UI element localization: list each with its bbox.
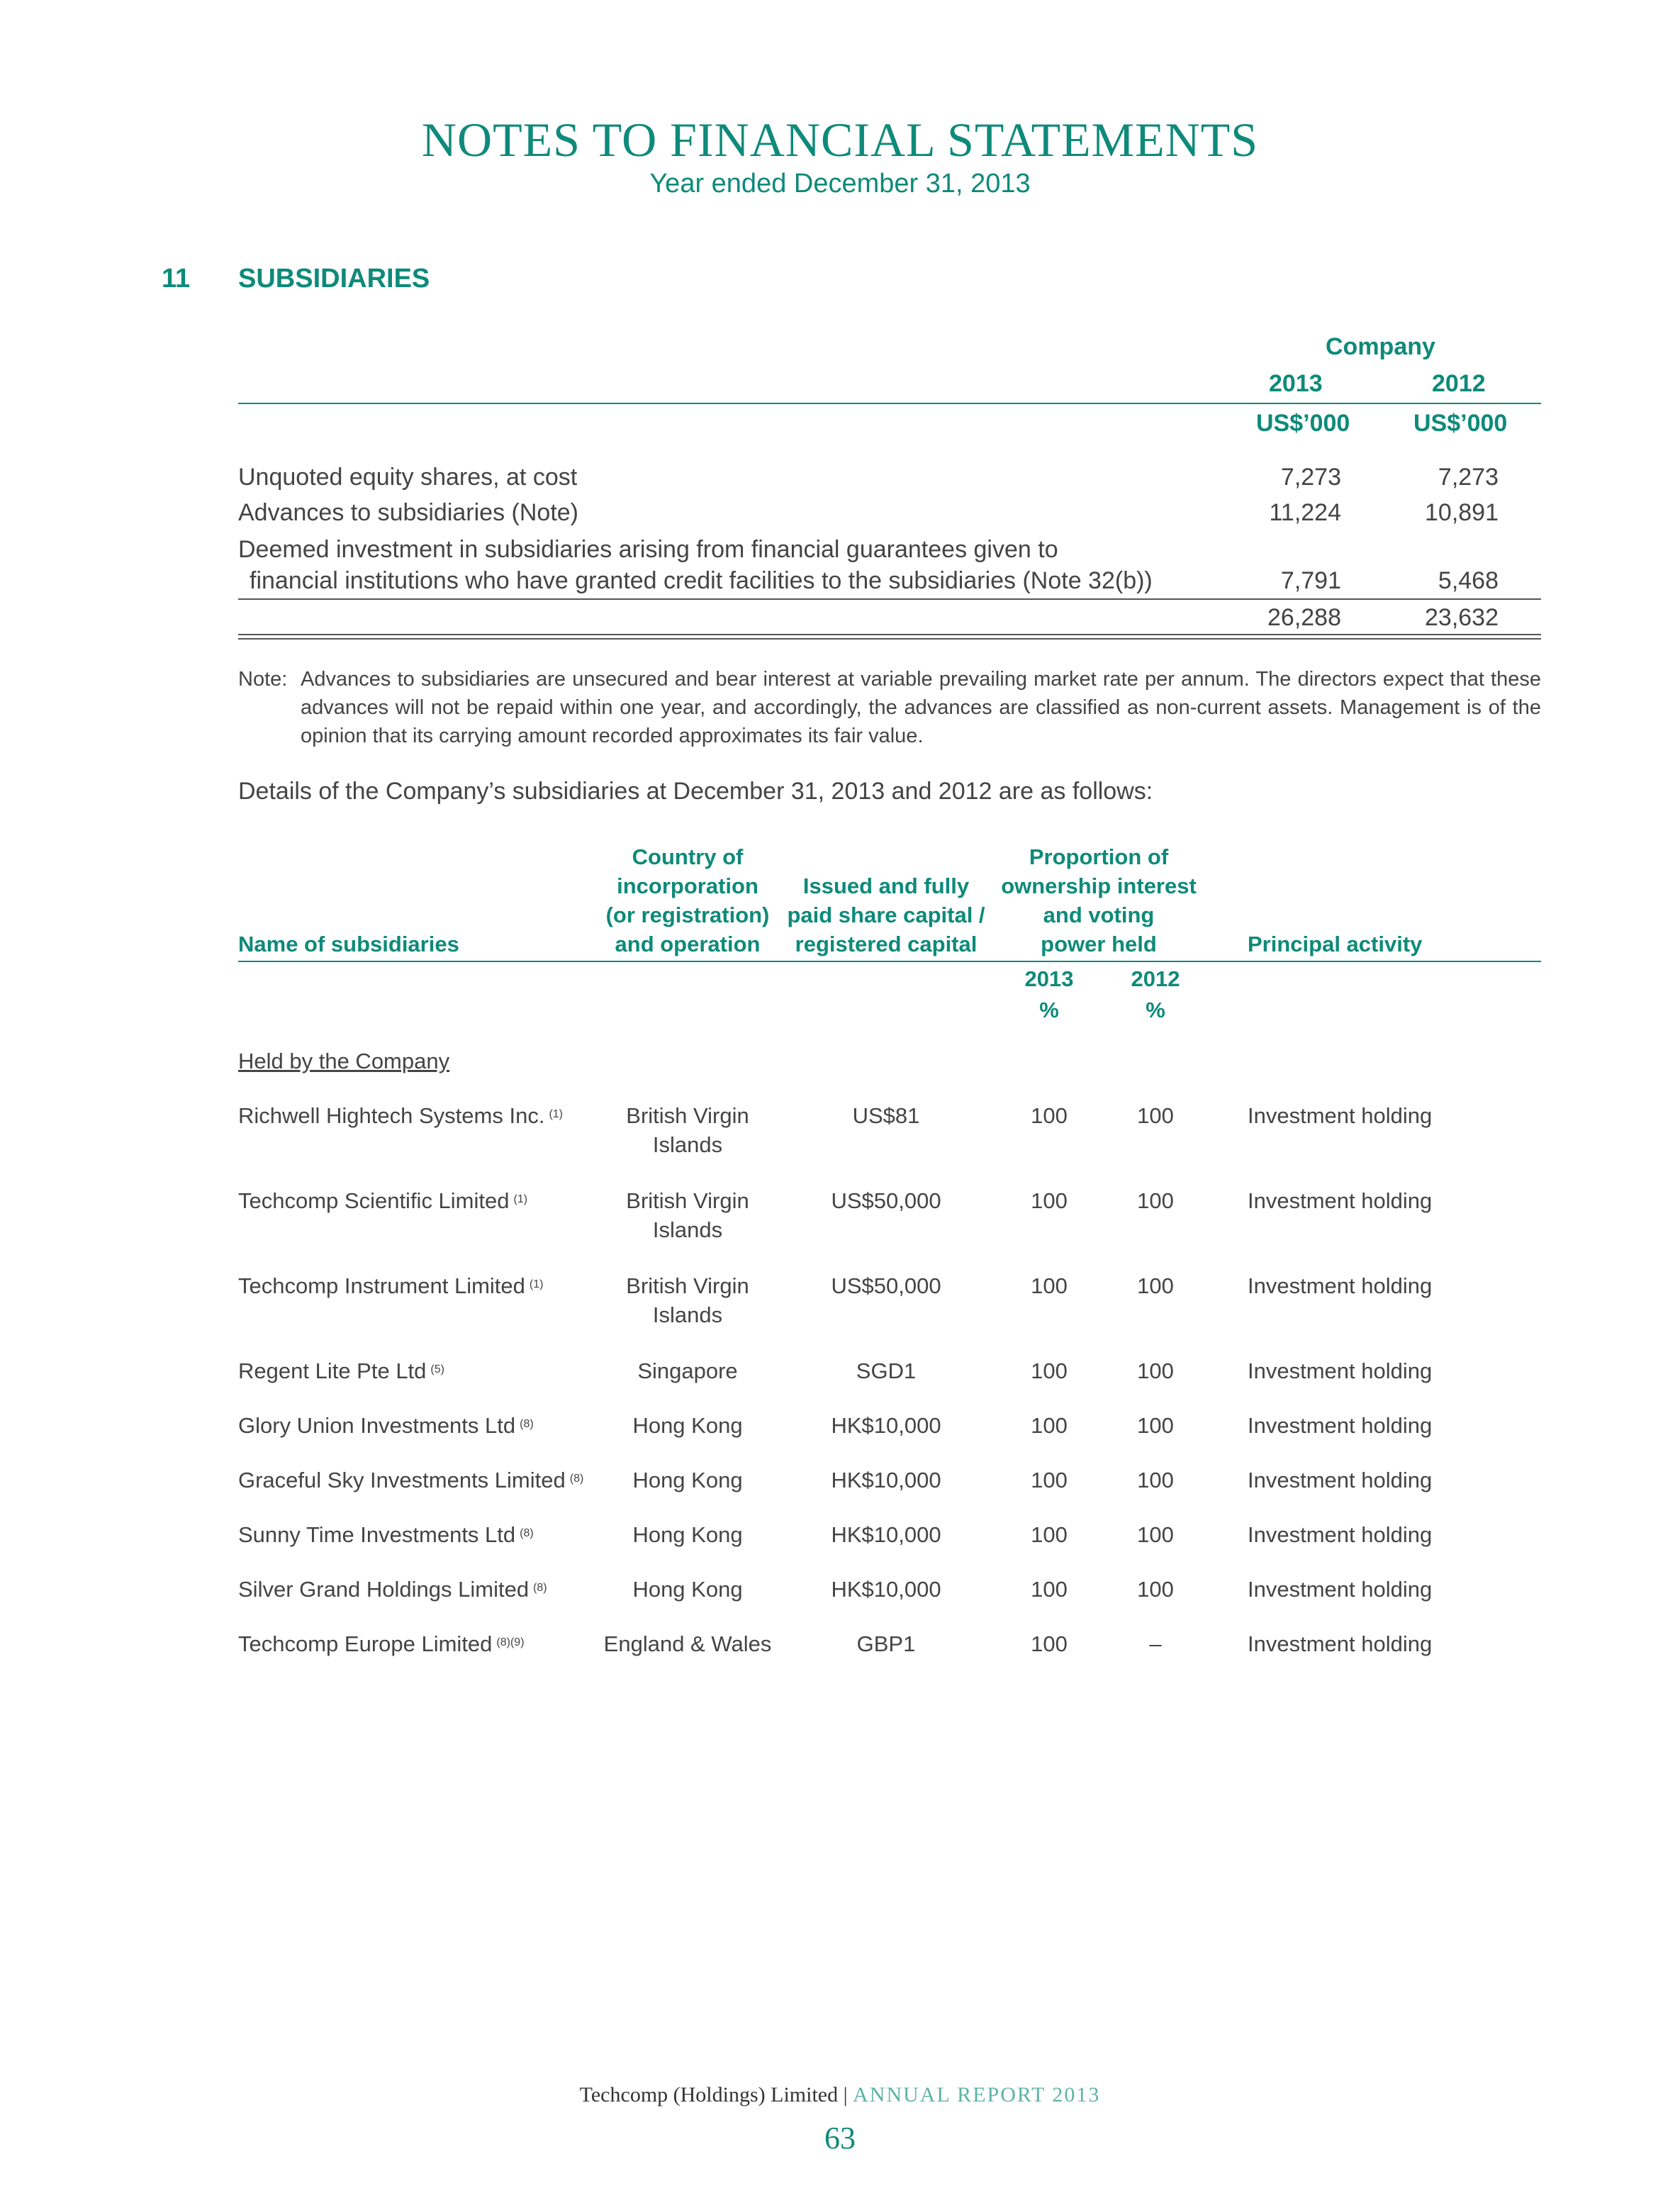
- subsidiary-pct-2012: 100: [1137, 1468, 1174, 1492]
- subsidiary-country: Hong Kong: [632, 1468, 743, 1492]
- subsidiary-pct-2013: 100: [1031, 1577, 1068, 1602]
- total-rule-2: [238, 638, 1541, 640]
- subsidiary-country: Singapore: [637, 1358, 738, 1383]
- total-2012: 23,632: [1425, 604, 1499, 631]
- subsidiary-pct-2012: 100: [1137, 1577, 1174, 1602]
- page-footer: [0, 2083, 1680, 2107]
- company-header: Company: [1326, 333, 1435, 360]
- row-label-advances: Advances to subsidiaries (Note): [238, 499, 579, 526]
- subsidiary-pct-2013: 100: [1031, 1413, 1068, 1438]
- subsidiary-capital: US$50,000: [831, 1273, 941, 1298]
- header-proportion: Proportion of ownership interest and voting power held: [1001, 844, 1197, 956]
- subsidiary-pct-2012: 100: [1137, 1273, 1174, 1298]
- subsidiary-country: Hong Kong: [632, 1577, 743, 1602]
- row-label-deemed-cont: financial institutions who have granted credit facilities to the subsidiaries (Note 32(b)): [250, 567, 1153, 594]
- header-capital: Issued and fully paid share capital / registered capital: [787, 873, 985, 956]
- subsidiary-name: Techcomp Instrument Limited $^{(1)}$: [238, 1273, 544, 1298]
- subsidiary-pct-2013: 100: [1031, 1188, 1068, 1213]
- footer-report: ANNUAL REPORT 2013: [853, 2083, 1101, 2106]
- unit-2012-header: US$’000: [1413, 410, 1508, 437]
- row-value-equity-2013: 7,273: [1280, 464, 1341, 491]
- subsidiary-pct-2012: 100: [1137, 1188, 1174, 1213]
- row-value-advances-2013: 11,224: [1269, 499, 1341, 526]
- header-pct-2013: %: [1039, 998, 1059, 1022]
- subsidiary-activity: Investment holding: [1248, 1577, 1433, 1602]
- subsidiary-name: Graceful Sky Investments Limited $^{(8)}$: [238, 1468, 584, 1492]
- subsidiary-country: Hong Kong: [632, 1522, 743, 1547]
- subsidiary-country: British Virgin Islands: [626, 1103, 749, 1157]
- subsidiary-activity: Investment holding: [1248, 1103, 1433, 1128]
- subsidiary-capital: SGD1: [856, 1358, 917, 1383]
- row-value-deemed-2012: 5,468: [1438, 567, 1499, 594]
- total-rule-1: [238, 634, 1541, 635]
- subsidiary-pct-2013: 100: [1031, 1631, 1068, 1656]
- subsidiary-pct-2013: 100: [1031, 1103, 1068, 1128]
- footer-company: Techcomp (Holdings) Limited: [579, 2083, 839, 2106]
- subsidiary-name: Techcomp Scientific Limited $^{(1)}$: [238, 1188, 528, 1213]
- subsidiary-pct-2012: 100: [1137, 1358, 1174, 1383]
- page-title: NOTES TO FINANCIAL STATEMENTS: [421, 113, 1259, 167]
- subsidiary-activity: Investment holding: [1248, 1631, 1433, 1656]
- row-label-equity: Unquoted equity shares, at cost: [238, 464, 578, 491]
- header-country: Country of incorporation (or registration) and operation: [605, 844, 770, 956]
- subsidiary-pct-2013: 100: [1031, 1358, 1068, 1383]
- year-2013-header: 2013: [1269, 370, 1323, 397]
- subsidiary-pct-2012: 100: [1137, 1103, 1174, 1128]
- subsidiary-capital: HK$10,000: [831, 1413, 941, 1438]
- subsidiary-activity: Investment holding: [1248, 1273, 1433, 1298]
- subsidiary-name: Sunny Time Investments Ltd $^{(8)}$: [238, 1522, 534, 1547]
- header-year-2012: 2012: [1131, 966, 1180, 991]
- subsidiary-pct-2013: 100: [1031, 1522, 1068, 1547]
- subtotal-rule: [238, 598, 1541, 600]
- subsidiary-capital: US$50,000: [831, 1188, 941, 1213]
- subsidiary-activity: Investment holding: [1248, 1522, 1433, 1547]
- header-year-2013: 2013: [1024, 966, 1074, 991]
- unit-2013-header: US$’000: [1256, 410, 1350, 437]
- subsidiary-pct-2013: 100: [1031, 1273, 1068, 1298]
- header-activity: Principal activity: [1248, 932, 1423, 956]
- subsidiary-name: Glory Union Investments Ltd $^{(8)}$: [238, 1413, 534, 1438]
- subsidiary-capital: HK$10,000: [831, 1468, 941, 1492]
- subsidiary-pct-2012: 100: [1137, 1522, 1174, 1547]
- total-2013: 26,288: [1267, 604, 1341, 631]
- page-subtitle: Year ended December 31, 2013: [649, 169, 1031, 199]
- subsidiary-activity: Investment holding: [1248, 1468, 1433, 1492]
- subsidiaries-header-rule: [238, 961, 1541, 962]
- subsidiary-country: British Virgin Islands: [626, 1273, 749, 1327]
- subsidiary-capital: US$81: [852, 1103, 920, 1128]
- header-name: Name of subsidiaries: [238, 932, 459, 956]
- subsidiary-capital: GBP1: [856, 1631, 916, 1656]
- note-text: Advances to subsidiaries are unsecured and bear interest at variable prevailing market rate per annum. The directors expect that these advances will not be repaid within one year, and accordingly, the advances are classified as non-current assets. Management is of the opinion that its carrying amount recorded approximates its fair value.: [301, 668, 1541, 747]
- group-label: Held by the Company: [238, 1049, 450, 1073]
- row-value-equity-2012: 7,273: [1438, 464, 1499, 491]
- subsidiary-country: British Virgin Islands: [626, 1188, 749, 1242]
- subsidiary-name: Richwell Hightech Systems Inc. $^{(1)}$: [238, 1103, 563, 1128]
- subsidiary-activity: Investment holding: [1248, 1188, 1433, 1213]
- row-value-advances-2012: 10,891: [1425, 499, 1499, 526]
- subsidiary-country: England & Wales: [603, 1631, 772, 1656]
- subsidiary-pct-2012: 100: [1137, 1413, 1174, 1438]
- subsidiary-activity: Investment holding: [1248, 1413, 1433, 1438]
- subsidiary-country: Hong Kong: [632, 1413, 743, 1438]
- row-value-deemed-2013: 7,791: [1280, 567, 1341, 594]
- year-2012-header: 2012: [1432, 370, 1486, 397]
- header-pct-2012: %: [1146, 998, 1165, 1022]
- note-label: Note:: [238, 668, 288, 691]
- subsidiary-pct-2012: –: [1149, 1631, 1162, 1656]
- note-block: [238, 665, 1541, 750]
- subsidiary-pct-2013: 100: [1031, 1468, 1068, 1492]
- page-number: 63: [824, 2121, 856, 2155]
- subsidiary-capital: HK$10,000: [831, 1577, 941, 1602]
- section-title: SUBSIDIARIES: [238, 264, 430, 294]
- subsidiary-activity: Investment holding: [1248, 1358, 1433, 1383]
- subsidiary-name: Techcomp Europe Limited $^{(8)(9)}$: [238, 1631, 525, 1656]
- row-label-deemed: Deemed investment in subsidiaries arising from financial guarantees given to: [238, 536, 1058, 563]
- subsidiaries-intro: Details of the Company’s subsidiaries at December 31, 2013 and 2012 are as follows:: [238, 778, 1153, 805]
- header-rule: [238, 403, 1541, 404]
- subsidiary-name: Regent Lite Pte Ltd $^{(5)}$: [238, 1358, 444, 1383]
- footer-separator: |: [843, 2083, 848, 2106]
- section-number: 11: [162, 264, 191, 294]
- subsidiary-name: Silver Grand Holdings Limited $^{(8)}$: [238, 1577, 547, 1602]
- subsidiary-capital: HK$10,000: [831, 1522, 941, 1547]
